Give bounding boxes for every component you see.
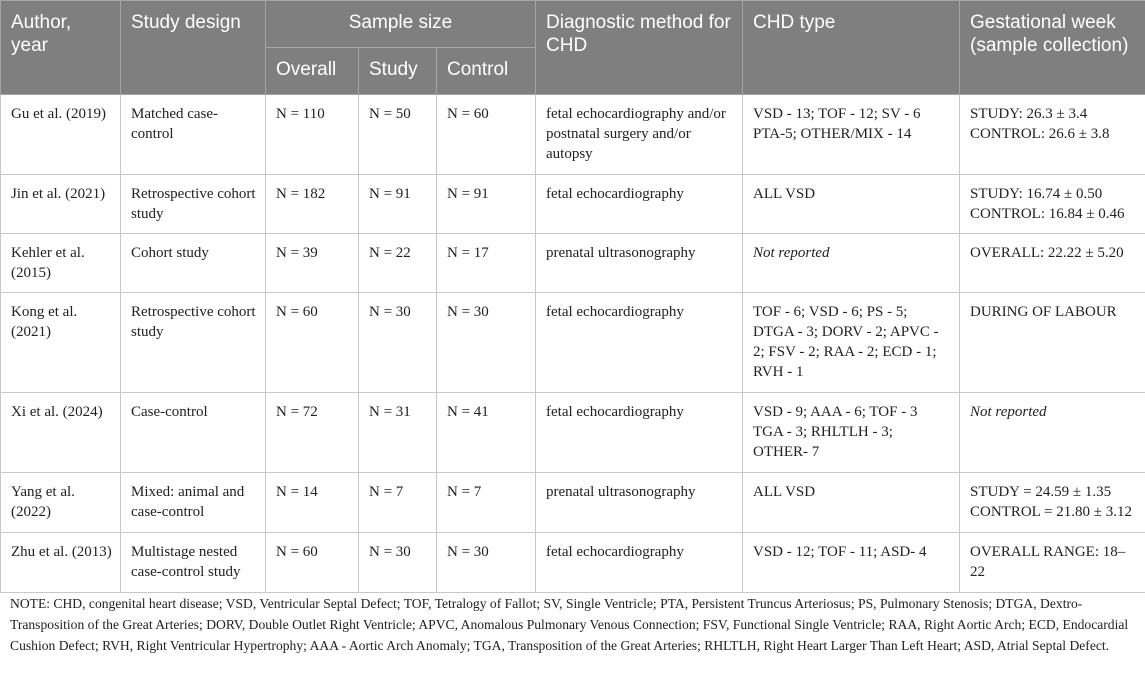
cell-control: N = 30 xyxy=(437,293,536,393)
header-method: Diagnostic method for CHD xyxy=(536,1,743,95)
cell-gestational xyxy=(960,473,1145,533)
cell-author: Kehler et al. (2015) xyxy=(1,234,121,293)
gest-line: DURING OF LABOUR xyxy=(970,304,1117,320)
gest-line: STUDY: 26.3 ± 3.4 xyxy=(970,106,1088,122)
cell-author: Kong et al. (2021) xyxy=(1,293,121,393)
header-chd-type: CHD type xyxy=(743,1,960,95)
header-overall: Overall xyxy=(266,48,359,95)
cell-overall: N = 182 xyxy=(266,175,359,234)
cell-design: Cohort study xyxy=(121,234,266,293)
cell-method: fetal echocardiography xyxy=(536,533,743,593)
cell-control: N = 30 xyxy=(437,533,536,593)
cell-overall: N = 60 xyxy=(266,293,359,393)
header-sample-size: Sample size xyxy=(266,1,536,48)
cell-design: Case-control xyxy=(121,393,266,473)
header-control: Control xyxy=(437,48,536,95)
cell-method: prenatal ultrasonography xyxy=(536,234,743,293)
header-author: Author, year xyxy=(1,1,121,95)
header-design: Study design xyxy=(121,1,266,95)
table-row xyxy=(1,393,1145,473)
table-row xyxy=(1,473,1145,533)
cell-design: Retrospective cohort study xyxy=(121,175,266,234)
cell-overall: N = 72 xyxy=(266,393,359,473)
cell-control: N = 91 xyxy=(437,175,536,234)
cell-design: Mixed: animal and case-control xyxy=(121,473,266,533)
cell-method: prenatal ultrasonography xyxy=(536,473,743,533)
header-study: Study xyxy=(359,48,437,95)
table-footnote: NOTE: CHD, congenital heart disease; VSD, Ventricular Septal Defect; TOF, Tetralogy of Fallot; SV, Single Ventricle; PTA, Persistent Truncus Arteriosus; PS, Pulmonary Stenosis; DTGA, Dextro-Transposition of the Great Arteries; DORV, Double Outlet Right Ventricle; APVC, Anomalous Pulmonary Venous Connection; FSV, Functional Single Ventricle; RAA, Right Aortic Arch; ECD, Endocardial Cushion Defect; RVH, Right Ventricular Hypertrophy; AAA - Aortic Arch Anomaly; TGA, Transposition of the Great Arteries; RHLTLH, Right Heart Larger Than Left Heart; ASD, Atrial Septal Defect. xyxy=(10,596,1129,653)
gest-line: CONTROL = 21.80 ± 3.12 xyxy=(970,504,1132,520)
cell-author: Jin et al. (2021) xyxy=(1,175,121,234)
cell-method: fetal echocardiography xyxy=(536,393,743,473)
gest-line: OVERALL: 22.22 ± 5.20 xyxy=(970,245,1124,261)
cell-gestational xyxy=(960,175,1145,234)
cell-chd: ALL VSD xyxy=(743,175,960,234)
cell-method: fetal echocardiography xyxy=(536,175,743,234)
cell-study: N = 30 xyxy=(359,533,437,593)
gest-line: CONTROL: 26.6 ± 3.8 xyxy=(970,126,1110,142)
cell-design: Matched case-control xyxy=(121,95,266,175)
cell-author: Gu et al. (2019) xyxy=(1,95,121,175)
table-header xyxy=(1,1,1145,95)
cell-study: N = 30 xyxy=(359,293,437,393)
table-row xyxy=(1,234,1145,293)
cell-study: N = 7 xyxy=(359,473,437,533)
gest-line: OVERALL RANGE: 18–22 xyxy=(970,544,1126,580)
table-body xyxy=(1,95,1145,593)
not-reported-text: Not reported xyxy=(970,404,1047,420)
cell-study: N = 91 xyxy=(359,175,437,234)
cell-gestational xyxy=(960,393,1145,473)
cell-gestational xyxy=(960,533,1145,593)
table-row xyxy=(1,95,1145,175)
cell-control: N = 17 xyxy=(437,234,536,293)
gest-line: STUDY = 24.59 ± 1.35 xyxy=(970,484,1112,500)
cell-gestational xyxy=(960,293,1145,393)
not-reported-text: Not reported xyxy=(753,245,830,261)
gest-line: CONTROL: 16.84 ± 0.46 xyxy=(970,206,1125,222)
table-row xyxy=(1,293,1145,393)
cell-design: Multistage nested case-control study xyxy=(121,533,266,593)
cell-chd: TOF - 6; VSD - 6; PS - 5; DTGA - 3; DORV - 2; APVC - 2; FSV - 2; RAA - 2; ECD - 1; RVH - 1 xyxy=(743,293,960,393)
cell-author: Xi et al. (2024) xyxy=(1,393,121,473)
cell-gestational xyxy=(960,234,1145,293)
cell-chd: VSD - 12; TOF - 11; ASD- 4 xyxy=(743,533,960,593)
table-row xyxy=(1,533,1145,593)
cell-chd: VSD - 9; AAA - 6; TOF - 3 TGA - 3; RHLTLH - 3; OTHER- 7 xyxy=(743,393,960,473)
cell-gestational xyxy=(960,95,1145,175)
cell-method: fetal echocardiography and/or postnatal surgery and/or autopsy xyxy=(536,95,743,175)
cell-overall: N = 60 xyxy=(266,533,359,593)
cell-control: N = 41 xyxy=(437,393,536,473)
cell-study: N = 31 xyxy=(359,393,437,473)
cell-design: Retrospective cohort study xyxy=(121,293,266,393)
cell-study: N = 50 xyxy=(359,95,437,175)
cell-study: N = 22 xyxy=(359,234,437,293)
cell-method: fetal echocardiography xyxy=(536,293,743,393)
table-row xyxy=(1,175,1145,234)
cell-control: N = 60 xyxy=(437,95,536,175)
cell-overall: N = 39 xyxy=(266,234,359,293)
cell-chd xyxy=(743,234,960,293)
cell-overall: N = 14 xyxy=(266,473,359,533)
gest-line: STUDY: 16.74 ± 0.50 xyxy=(970,186,1103,202)
cell-overall: N = 110 xyxy=(266,95,359,175)
cell-author: Yang et al. (2022) xyxy=(1,473,121,533)
cell-author: Zhu et al. (2013) xyxy=(1,533,121,593)
header-gestational-week: Gestational week (sample collection) xyxy=(960,1,1145,95)
cell-chd: ALL VSD xyxy=(743,473,960,533)
cell-chd: VSD - 13; TOF - 12; SV - 6 PTA-5; OTHER/MIX - 14 xyxy=(743,95,960,175)
cell-control: N = 7 xyxy=(437,473,536,533)
